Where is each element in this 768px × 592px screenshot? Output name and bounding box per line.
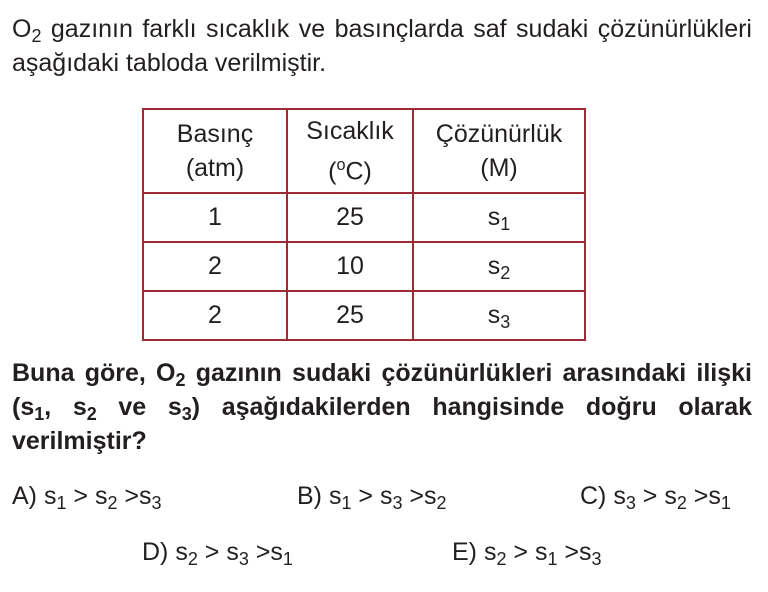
option-c[interactable]: C) $s_3 > s_2 >s_1$ <box>580 482 731 514</box>
cell-temperature: 25 <box>287 193 413 242</box>
header-temperature: Sıcaklık ($^o$C) <box>287 109 413 193</box>
option-e[interactable]: E) $s_2 > s_1 >s_3$ <box>452 538 602 570</box>
cell-pressure: 2 <box>143 242 287 291</box>
intro-o: O <box>12 15 32 43</box>
table-row <box>143 242 585 291</box>
cell-solubility: $s_3$ <box>413 291 585 340</box>
intro-o-subscript: 2 <box>31 26 42 47</box>
cell-pressure: 1 <box>143 193 287 242</box>
header-pressure: Basınç (atm) <box>143 109 287 193</box>
degree-sup: o <box>336 155 346 174</box>
solubility-table <box>142 108 586 341</box>
cell-pressure: 2 <box>143 291 287 340</box>
intro-text <box>12 12 752 80</box>
intro-rest: gazının farklı sıcaklık ve basınçlarda saf sudaki çözünürlükleri aşağıdaki tabloda verilmiştir. <box>12 15 752 77</box>
cell-solubility: $s_2$ <box>413 242 585 291</box>
question-text: Buna göre, $O_2$ gazının sudaki çözünürlükleri arasındaki ilişki ($s_1$, $s_2$ ve $s_3$) aşağıdakilerden hangisinde doğru olarak verilmiştir? <box>12 359 753 455</box>
table-row <box>143 291 585 340</box>
option-d[interactable]: D) $s_2 > s_3 >s_1$ <box>142 538 293 570</box>
header-solubility: Çözünürlük (M) <box>413 109 585 193</box>
table-row <box>143 193 585 242</box>
option-b[interactable]: B) $s_1 > s_3 >s_2$ <box>297 482 447 514</box>
option-a[interactable]: A) $s_1 > s_2 >s_3$ <box>12 482 162 514</box>
cell-temperature: 25 <box>287 291 413 340</box>
table-header-row <box>143 109 585 193</box>
cell-temperature: 10 <box>287 242 413 291</box>
cell-solubility: $s_1$ <box>413 193 585 242</box>
